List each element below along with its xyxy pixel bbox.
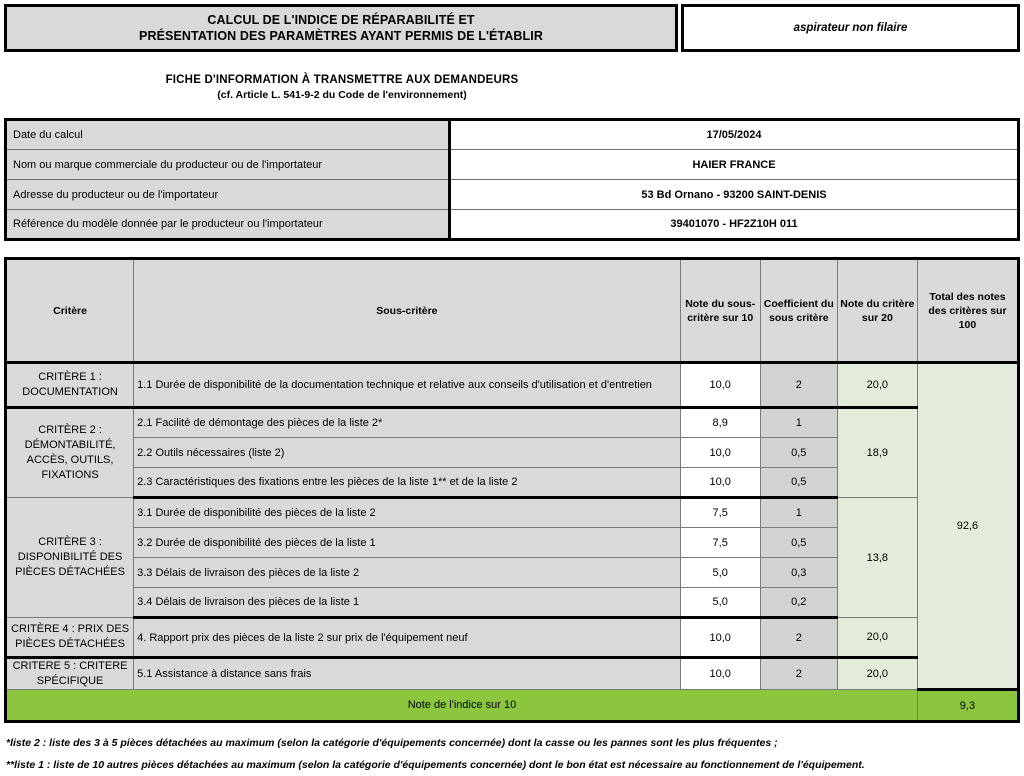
subcriterion-label-2-3: 2.3 Caractéristiques des fixations entre les pièces de la liste 1** et de la liste 2 <box>134 468 681 498</box>
col-header-note-sub-10: Note du sous-critère sur 10 <box>680 259 760 363</box>
subcriterion-label-2-1: 2.1 Facilité de démontage des pièces de la liste 2* <box>134 408 681 438</box>
criterion-note20-4: 20,0 <box>837 618 917 658</box>
header-band <box>4 4 1020 52</box>
subcriterion-note10-2-2: 10,0 <box>680 438 760 468</box>
footnote-liste2: *liste 2 : liste des 3 à 5 pièces détachées au maximum (selon la catégorie d'équipements concernée) dont la casse ou les pannes sont les plus fréquentes ; <box>6 737 778 749</box>
info-label-date: Date du calcul <box>6 120 450 150</box>
subcriterion-note10-5-1: 10,0 <box>680 658 760 690</box>
subcriterion-note10-3-4: 5,0 <box>680 588 760 618</box>
subcriterion-note10-1-1: 10,0 <box>680 363 760 408</box>
info-value-date: 17/05/2024 <box>450 120 1019 150</box>
info-value-brand: HAIER FRANCE <box>450 150 1019 180</box>
subcriterion-coef-3-4: 0,2 <box>760 588 837 618</box>
subcriterion-coef-2-2: 0,5 <box>760 438 837 468</box>
info-label-model: Référence du modèle donnée par le producteur ou l'importateur <box>6 210 450 240</box>
subcriterion-coef-5-1: 2 <box>760 658 837 690</box>
subcriterion-note10-2-3: 10,0 <box>680 468 760 498</box>
footnotes-block <box>6 732 1020 776</box>
subcriterion-note10-3-3: 5,0 <box>680 558 760 588</box>
info-label-brand: Nom ou marque commerciale du producteur ou de l'importateur <box>6 150 450 180</box>
info-label-address: Adresse du producteur ou de l'importateur <box>6 180 450 210</box>
criterion-note20-3: 13,8 <box>837 498 917 618</box>
final-index-row <box>6 690 1019 722</box>
table-row <box>6 618 1019 658</box>
subcriterion-coef-2-3: 0,5 <box>760 468 837 498</box>
subcriterion-label-4-1: 4. Rapport prix des pièces de la liste 2 sur prix de l'équipement neuf <box>134 618 681 658</box>
subcriterion-label-1-1: 1.1 Durée de disponibilité de la documentation technique et relative aux conseils d'utilisation et d'entretien <box>134 363 681 408</box>
repairability-criteria-table <box>4 257 1020 723</box>
table-row <box>6 498 1019 528</box>
col-header-coefficient: Coefficient du sous critère <box>760 259 837 363</box>
col-header-total-100: Total des notes des critères sur 100 <box>917 259 1018 363</box>
subcriterion-label-2-2: 2.2 Outils nécessaires (liste 2) <box>134 438 681 468</box>
subcriterion-note10-3-2: 7,5 <box>680 528 760 558</box>
producer-info-table <box>4 118 1020 241</box>
product-type-box <box>681 4 1020 52</box>
subcriterion-label-3-4: 3.4 Délais de livraison des pièces de la liste 1 <box>134 588 681 618</box>
product-type-label: aspirateur non filaire <box>793 22 908 34</box>
table-row <box>6 150 1019 180</box>
criterion-name-1: CRITÈRE 1 : DOCUMENTATION <box>6 363 134 408</box>
subtitle-line2: (cf. Article L. 541-9-2 du Code de l'environnement) <box>217 89 467 101</box>
subcriterion-label-3-2: 3.2 Durée de disponibilité des pièces de la liste 1 <box>134 528 681 558</box>
final-index-label: Note de l'indice sur 10 <box>6 690 918 722</box>
subcriterion-coef-3-1: 1 <box>760 498 837 528</box>
subtitle-line1: FICHE D'INFORMATION À TRANSMETTRE AUX DEMANDEURS <box>165 74 519 86</box>
col-header-note-crit-20: Note du critère sur 20 <box>837 259 917 363</box>
document-title-box <box>4 4 678 52</box>
table-row <box>6 658 1019 690</box>
subcriterion-note10-3-1: 7,5 <box>680 498 760 528</box>
subcriterion-label-3-1: 3.1 Durée de disponibilité des pièces de la liste 2 <box>134 498 681 528</box>
document-title-line2: PRÉSENTATION DES PARAMÈTRES AYANT PERMIS DE L'ÉTABLIR <box>139 29 543 43</box>
subcriterion-coef-2-1: 1 <box>760 408 837 438</box>
subcriterion-coef-3-3: 0,3 <box>760 558 837 588</box>
subcriterion-label-5-1: 5.1 Assistance à distance sans frais <box>134 658 681 690</box>
criterion-note20-5: 20,0 <box>837 658 917 690</box>
info-value-address: 53 Bd Ornano - 93200 SAINT-DENIS <box>450 180 1019 210</box>
total-notes-100: 92,6 <box>917 363 1018 690</box>
criterion-name-4: CRITÈRE 4 : PRIX DES PIÈCES DÉTACHÉES <box>6 618 134 658</box>
subcriterion-coef-3-2: 0,5 <box>760 528 837 558</box>
subcriterion-note10-2-1: 8,9 <box>680 408 760 438</box>
subcriterion-label-3-3: 3.3 Délais de livraison des pièces de la liste 2 <box>134 558 681 588</box>
subcriterion-coef-4-1: 2 <box>760 618 837 658</box>
criterion-note20-2: 18,9 <box>837 408 917 498</box>
table-row <box>6 210 1019 240</box>
final-index-value: 9,3 <box>917 690 1018 722</box>
footnote-liste1: **liste 1 : liste de 10 autres pièces détachées au maximum (selon la catégorie d'équipements concernée) dont le bon état est nécessaire au fonctionnement de l'équipement. <box>6 759 865 771</box>
criterion-name-2: CRITÈRE 2 : DÉMONTABILITÉ, ACCÈS, OUTILS, FIXATIONS <box>6 408 134 498</box>
info-value-model: 39401070 - HF2Z10H 011 <box>450 210 1019 240</box>
table-row <box>6 180 1019 210</box>
subcriterion-note10-4-1: 10,0 <box>680 618 760 658</box>
criterion-name-5: CRITERE 5 : CRITERE SPÉCIFIQUE <box>6 658 134 690</box>
col-header-criterion: Critère <box>6 259 134 363</box>
subtitle-block <box>0 74 1024 101</box>
criterion-name-3: CRITÈRE 3 : DISPONIBILITÉ DES PIÈCES DÉTACHÉES <box>6 498 134 618</box>
table-row <box>6 120 1019 150</box>
criterion-note20-1: 20,0 <box>837 363 917 408</box>
table-row <box>6 363 1019 408</box>
subcriterion-coef-1-1: 2 <box>760 363 837 408</box>
table-row <box>6 408 1019 438</box>
table-header-row <box>6 259 1019 363</box>
document-title-line1: CALCUL DE L'INDICE DE RÉPARABILITÉ ET <box>207 13 475 27</box>
col-header-subcriterion: Sous-critère <box>134 259 681 363</box>
